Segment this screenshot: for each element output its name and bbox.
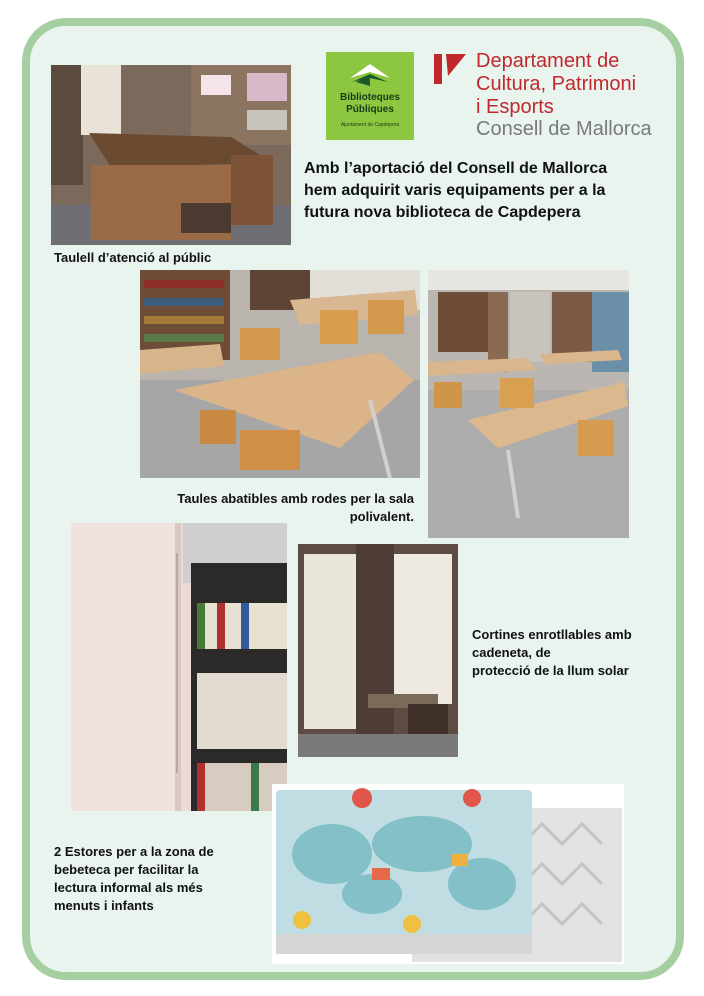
headline-line-3: futura nova biblioteca de Capdepera xyxy=(304,204,581,221)
department-line-2: Cultura, Patrimoni xyxy=(476,73,637,95)
department-line-3: i Esports xyxy=(476,96,554,118)
caption-tables xyxy=(146,490,414,526)
caption-blinds-line-4: menuts i infants xyxy=(54,898,154,913)
caption-desk: Taulell d’atenció al públic xyxy=(54,250,212,265)
caption-blinds xyxy=(54,843,254,915)
logo-line-2: Públiques xyxy=(346,104,394,115)
headline-line-2: hem adquirit varis equipaments per a la xyxy=(304,182,606,199)
department-name xyxy=(476,50,636,119)
caption-blinds-line-1: 2 Estores per a la zona de xyxy=(54,844,214,859)
caption-blinds-line-3: lectura informal als més xyxy=(54,880,203,895)
photo-service-desk xyxy=(51,65,291,245)
logo-line-1: Biblioteques xyxy=(339,92,400,103)
caption-curtains-line-2: cadeneta, de xyxy=(472,645,551,660)
photo-play-mats xyxy=(272,784,624,964)
caption-blinds-line-2: bebeteca per facilitar la xyxy=(54,862,199,877)
caption-curtains xyxy=(472,626,672,680)
photo-roller-curtains xyxy=(298,544,458,757)
consell-mark-icon xyxy=(434,52,468,86)
photo-tables-window xyxy=(428,270,629,538)
caption-tables-line-1: Taules abatibles amb rodes per la sala xyxy=(177,491,414,506)
department-line-1: Departament de xyxy=(476,50,620,72)
department-subtitle: Consell de Mallorca xyxy=(476,118,652,140)
headline-line-1: Amb l’aportació del Consell de Mallorca xyxy=(304,160,608,177)
caption-tables-line-2: polivalent. xyxy=(349,509,414,524)
photo-blinds-bookshelf xyxy=(71,523,287,811)
headline xyxy=(304,158,664,224)
caption-curtains-line-1: Cortines enrotllables amb xyxy=(472,627,632,642)
biblioteques-logo xyxy=(326,52,414,140)
caption-curtains-line-3: protecció de la llum solar xyxy=(472,663,629,678)
photo-tables-room xyxy=(140,270,420,478)
logo-line-3: Ajuntament de Capdepera xyxy=(340,122,400,128)
open-book-icon xyxy=(348,60,392,88)
